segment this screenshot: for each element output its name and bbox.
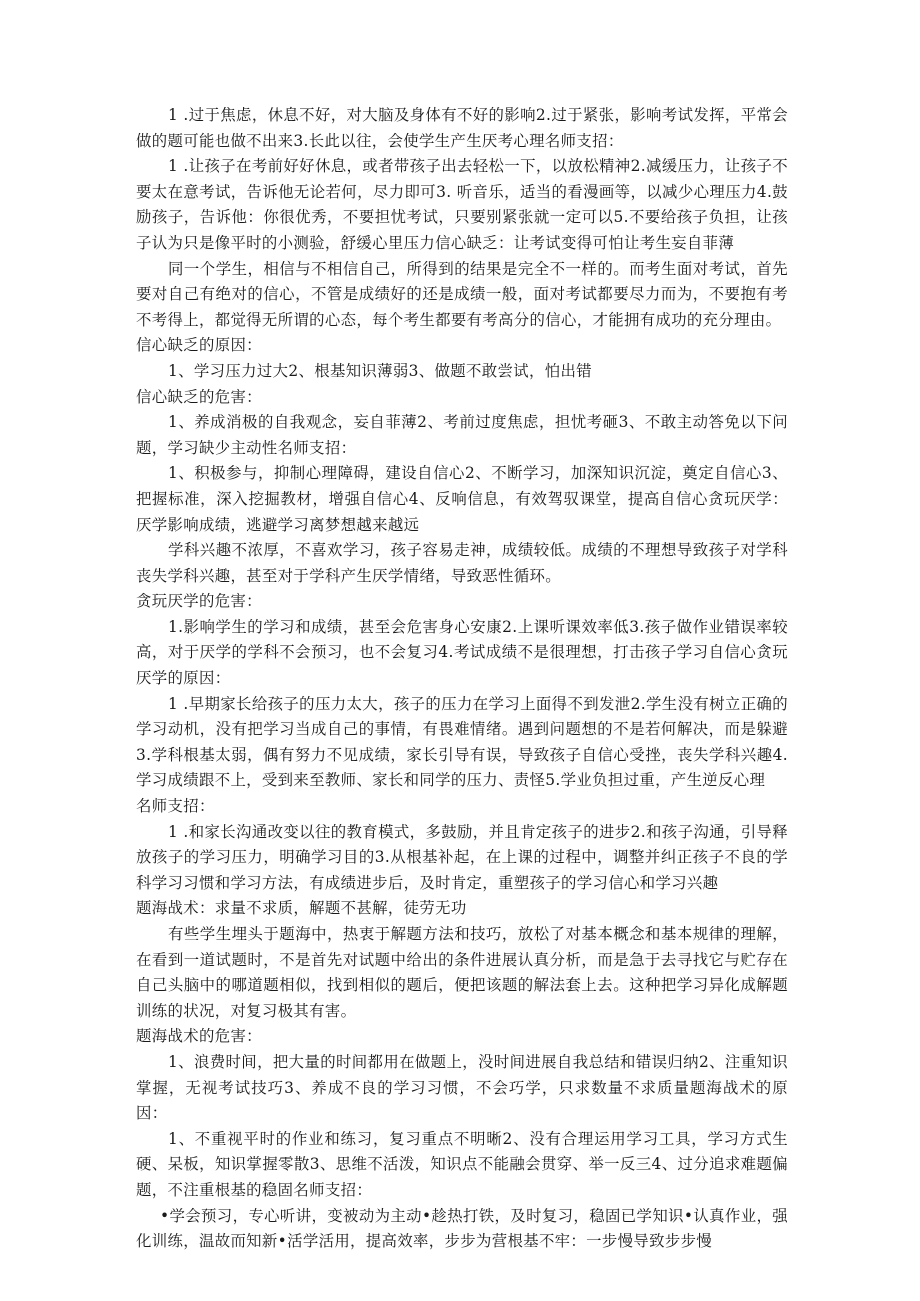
paragraph-question-sea-intro: 有些学生埋头于题海中，热衷于解题方法和技巧，放松了对基本概念和基本规律的理解，在看到一道试题时，不是首先对试题中给出的条件进展认真分析，而是急于去寻找它与贮存在自己头脑中的哪道题相似，找到相似的题后，便把该题的解法套上去。这种把学习异化成解题训练的状况，对复习极其有害。	[136, 925, 788, 1020]
heading-confidence-harms: 信心缺乏的危害：	[136, 387, 262, 406]
heading-confidence-causes: 信心缺乏的原因：	[136, 336, 262, 355]
heading-weariness-harms: 贪玩厌学的危害：	[136, 592, 262, 611]
paragraph-study-tips: •学会预习，专心听讲，变被动为主动•趁热打铁，及时复习，稳固已学知识•认真作业，强化训练，温故而知新•活学活用，提高效率，步步为营根基不牢：一步慢导致步步慢	[136, 1206, 788, 1251]
paragraph-interest-intro: 学科兴趣不浓厚，不喜欢学习，孩子容易走神，成绩较低。成绩的不理想导致孩子对学科丧失学科兴趣，甚至对于学科产生厌学情绪，导致恶性循环。	[136, 541, 788, 585]
heading-question-sea-harms: 题海战术的危害：	[136, 1027, 262, 1046]
paragraph-confidence-harms: 1、养成消极的自我观念，妄自菲薄2、考前过度焦虑，担忧考砸3、不敢主动答免以下问题，学习缺少主动性名师支招：	[136, 413, 788, 457]
paragraph-question-sea-harms: 1、浪费时间，把大量的时间都用在做题上，没时间进展自我总结和错误归纳2、注重知识掌握，无视考试技巧3、养成不良的学习习惯，不会巧学，只求数量不求质量题海战术的原因：	[136, 1052, 788, 1123]
document-body	[136, 103, 788, 1255]
paragraph-anxiety-effects: 1 .过于焦虑，休息不好，对大脑及身体有不好的影响2.过于紧张，影响考试发挥，平常会做的题可能也做不出来3.长此以往，会使学生产生厌考心理名师支招：	[136, 106, 788, 150]
heading-teacher-tips: 名师支招：	[136, 797, 215, 816]
paragraph-weariness-causes: 1 .早期家长给孩子的压力太大，孩子的压力在学习上面得不到发泄2.学生没有树立正确的学习动机，没有把学习当成自己的事情，有畏难情绪。遇到问题想的不是若何解决，而是躲避3.学科根基太弱，偶有努力不见成绩，家长引导有误，导致孩子自信心受挫，丧失学科兴趣4.学习成绩跟不上，受到来至教师、家长和同学的压力、责怪5.学业负担过重，产生逆反心理	[136, 694, 788, 790]
paragraph-confidence-intro: 同一个学生，相信与不相信自己，所得到的结果是完全不一样的。而考生面对考试，首先要对自己有绝对的信心，不管是成绩好的还是成绩一般，面对考试都要尽力而为，不要抱有考不考得上，都觉得无所谓的心态，每个考生都要有考高分的信心，才能拥有成功的充分理由。	[136, 259, 788, 329]
paragraph-confidence-tips: 1、积极参与，抑制心理障碍，建设自信心2、不断学习，加深知识沉淀，奠定自信心3、把握标准，深入挖掘教材，增强自信心4、反响信息，有效驾驭课堂，提高自信心贪玩厌学：厌学影响成绩，逃避学习离梦想越来越远	[136, 464, 788, 534]
paragraph-anxiety-tips: 1 .让孩子在考前好好休息，或者带孩子出去轻松一下，以放松精神2.减缓压力，让孩子不要太在意考试，告诉他无论若何，尽力即可3. 听音乐，适当的看漫画等，以减少心理压力4.鼓励孩子，告诉他：你很优秀，不要担忧考试，只要别紧张就一定可以5.不要给孩子负担，让孩子认为只是像平时的小测验，舒缓心里压力信心缺乏：让考试变得可怕让考生妄自菲薄	[136, 157, 788, 252]
paragraph-question-sea-causes: 1、不重视平时的作业和练习，复习重点不明晰2、没有合理运用学习工具，学习方式生硬、呆板，知识掌握零散3、思维不活泼，知识点不能融会贯穿、举一反三4、过分追求难题偏题，不注重根基的稳固名师支招：	[136, 1129, 788, 1199]
heading-question-sea: 题海战术：求量不求质，解题不甚解，徒劳无功	[136, 899, 467, 918]
paragraph-weariness-harms: 1.影响学生的学习和成绩，甚至会危害身心安康2.上课听课效率低3.孩子做作业错误率较高，对于厌学的学科不会预习，也不会复习4.考试成绩不是很理想，打击孩子学习自信心贪玩厌学的原因：	[136, 617, 788, 688]
paragraph-confidence-causes: 1、学习压力过大2、根基知识薄弱3、做题不敢尝试，怕出错	[168, 361, 592, 380]
paragraph-weariness-tips: 1 .和家长沟通改变以往的教育模式，多鼓励，并且肯定孩子的进步2.和孩子沟通，引导释放孩子的学习压力，明确学习目的3.从根基补起，在上课的过程中，调整并纠正孩子不良的学科学习习惯和学习方法，有成绩进步后，及时肯定，重塑孩子的学习信心和学习兴趣	[136, 822, 788, 892]
